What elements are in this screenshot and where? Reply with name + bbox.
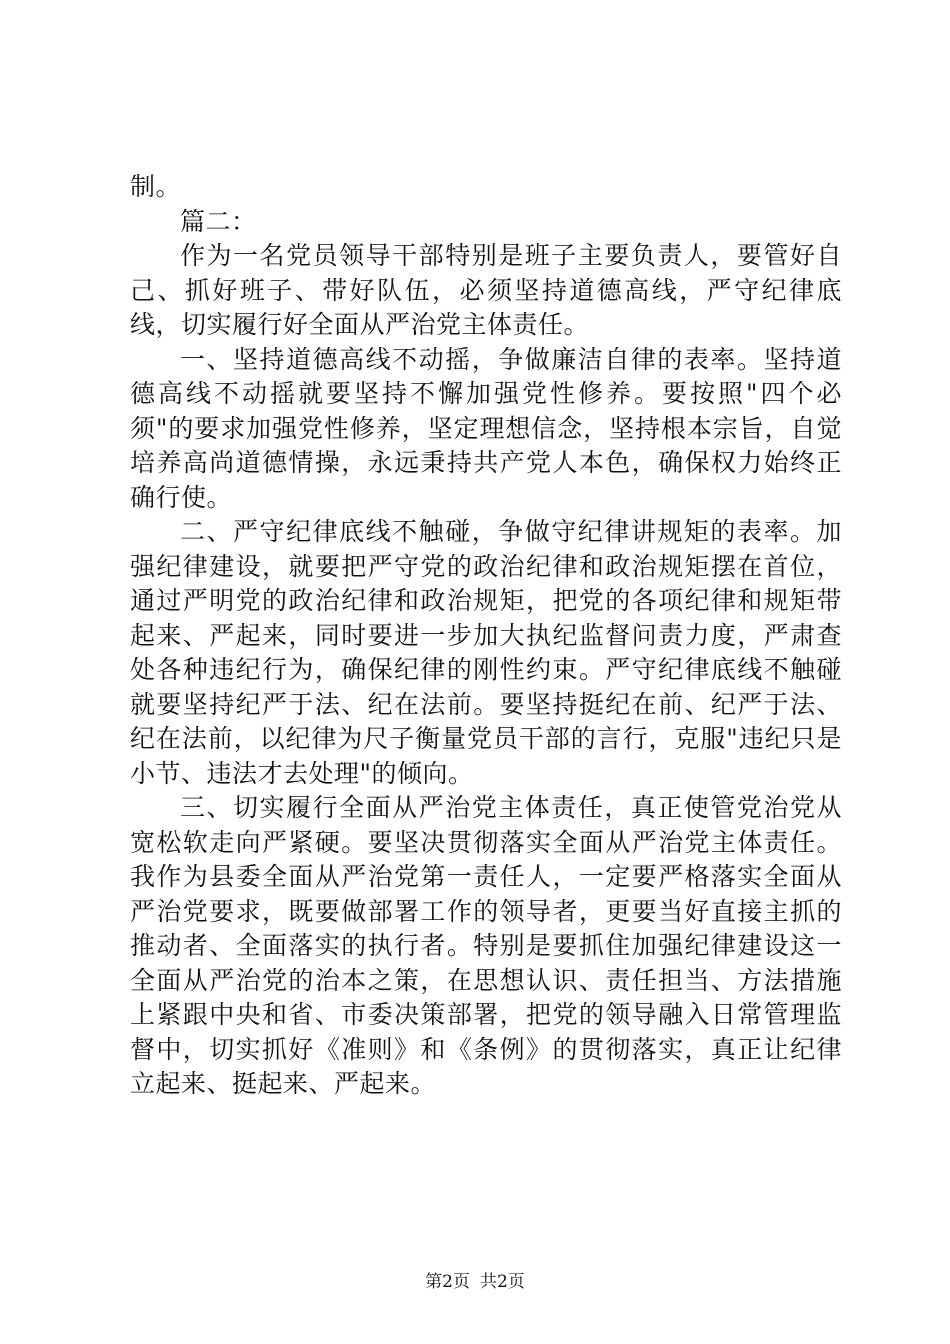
paragraph-point-three: 三、切实履行全面从严治党主体责任，真正使管党治党从宽松软走向严紧硬。要坚决贯彻落实全面从严治党主体责任。我作为县委全面从严治党第一责任人，一定要严格落实全面从严治党要求，既要做部署工作的领导者，更要当好直接主抓的推动者、全面落实的执行者。特别是要抓住加强纪律建设这一全面从严治党的治本之策，在思想认识、责任担当、方法措施上紧跟中央和省、市委决策部署，把党的领导融入日常管理监督中，切实抓好《准则》和《条例》的贯彻落实，真正让纪律立起来、挺起来、严起来。 [130,793,842,1098]
section-heading: 篇二： [180,206,257,236]
paragraph-intro: 作为一名党员领导干部特别是班子主要负责人，要管好自己、抓好班子、带好队伍，必须坚持道德高线，严守纪律底线，切实履行好全面从严治党主体责任。 [130,241,842,339]
document-body [130,170,842,1102]
paragraph-continuation: 制。 [130,172,182,201]
page-footer [0,1271,950,1293]
paragraph-point-two: 二、严守纪律底线不触碰，争做守纪律讲规矩的表率。加强纪律建设，就要把严守党的政治纪律和政治规矩摆在首位，通过严明党的政治纪律和政治规矩，把党的各项纪律和规矩带起来、严起来，同时要进一步加大执纪监督问责力度，严肃查处各种违纪行为，确保纪律的刚性约束。严守纪律底线不触碰就要坚持纪严于法、纪在法前。要坚持挺纪在前、纪严于法、纪在法前，以纪律为尺子衡量党员干部的言行，克服"违纪只是小节、违法才去处理"的倾向。 [130,517,842,788]
page-total: 共2页 [480,1272,525,1292]
paragraph-point-one: 一、坚持道德高线不动摇，争做廉洁自律的表率。坚持道德高线不动摇就要坚持不懈加强党性修养。要按照"四个必须"的要求加强党性修养，坚定理想信念，坚持根本宗旨，自觉培养高尚道德情操，永远秉持共产党人本色，确保权力始终正确行使。 [130,344,842,512]
page-number: 第2页 [425,1272,470,1292]
